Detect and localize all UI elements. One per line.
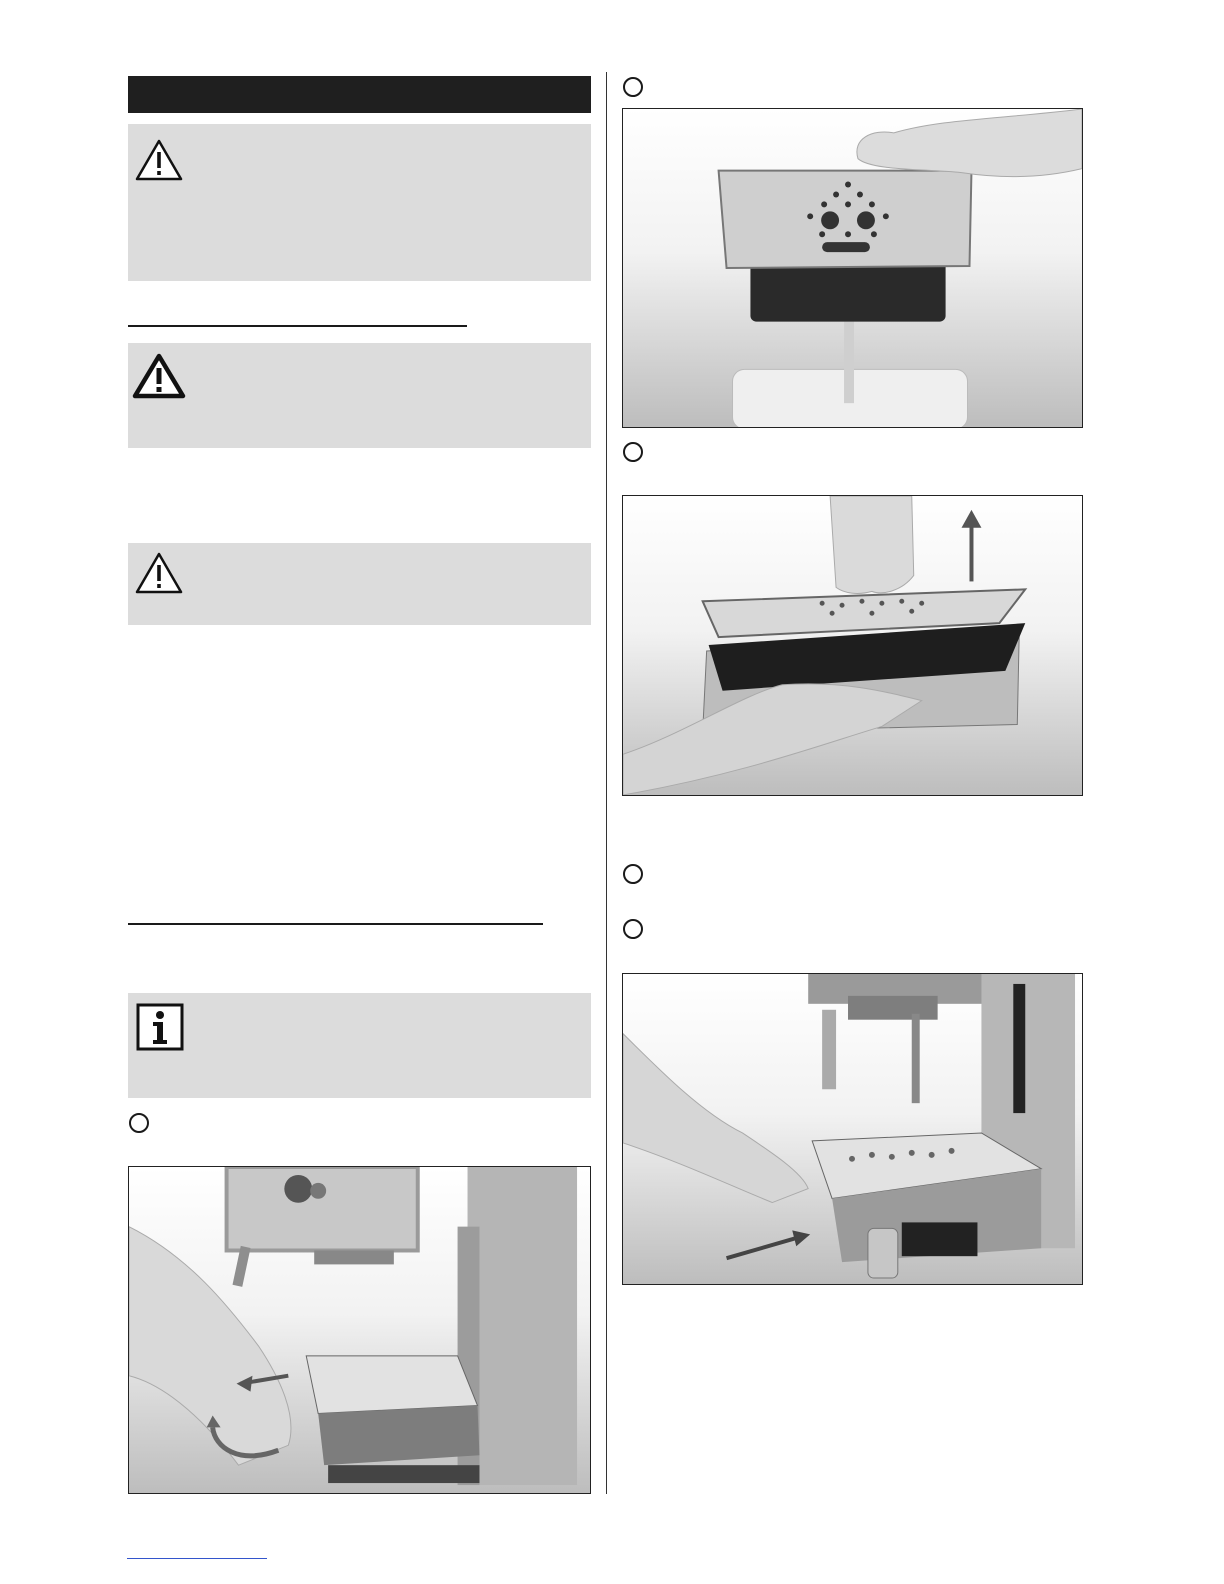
info-icon [136, 1003, 184, 1051]
photo-drip-tray-grid-lifting [622, 495, 1083, 796]
warning-notice-3 [128, 543, 591, 625]
photo-drip-tray-emptying [622, 108, 1083, 428]
step-circle-3 [623, 442, 643, 462]
step-circle-4 [623, 864, 643, 884]
photo-drip-tray-removal [128, 1166, 591, 1494]
warning-notice-2 [128, 343, 591, 448]
step-circle-1 [129, 1113, 149, 1133]
step-circle-5 [623, 919, 643, 939]
section-rule-2 [128, 923, 543, 925]
step-circle-2 [623, 77, 643, 97]
footer-link-underline[interactable] [127, 1558, 267, 1559]
warning-triangle-icon [134, 138, 184, 182]
photo-drip-tray-insertion [622, 973, 1083, 1285]
info-notice [128, 993, 591, 1098]
section-rule-1 [128, 325, 467, 327]
section-header-bar [128, 76, 591, 113]
warning-triangle-icon [134, 551, 184, 595]
warning-triangle-bold-icon [132, 353, 186, 399]
warning-notice-1 [128, 124, 591, 281]
column-divider [606, 72, 607, 1494]
